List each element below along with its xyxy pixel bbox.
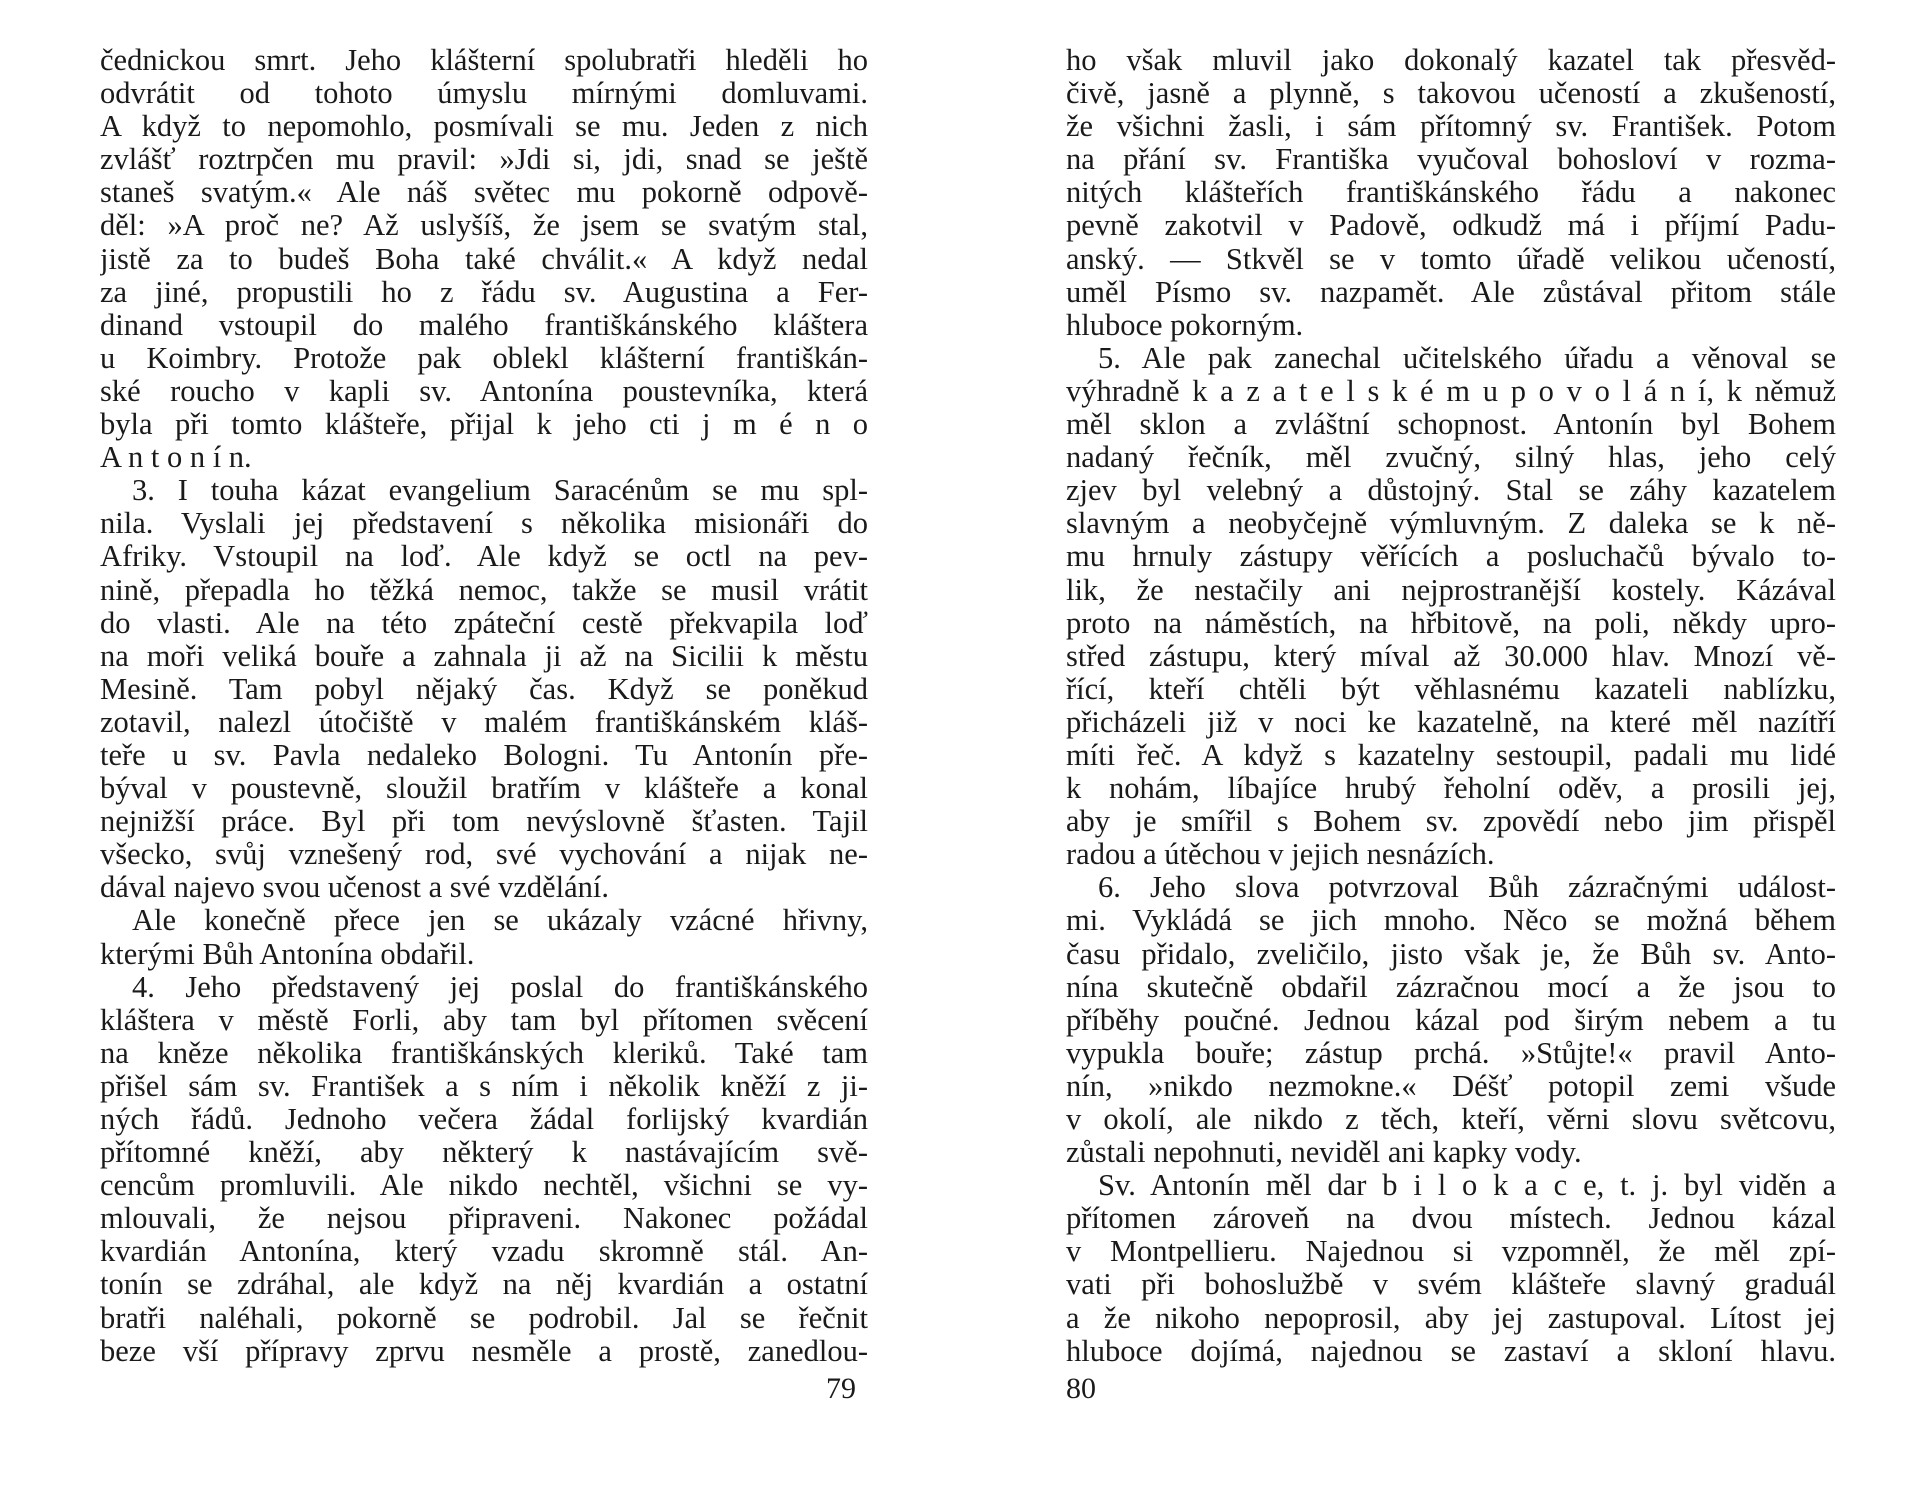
text-line: Mesině. Tam pobyl nějaký čas. Když se poněkud bbox=[100, 672, 868, 706]
text-line: Sv. Antonín měl dar b i l o k a c e, t. j. byl viděn a bbox=[1098, 1169, 1836, 1203]
page-number-left: 79 bbox=[826, 1372, 856, 1405]
text-line: tonín se zdráhal, ale když na něj kvardián a ostatní bbox=[100, 1268, 868, 1302]
text-line: na kněze několika františkánských kleriků. Také tam bbox=[100, 1036, 868, 1070]
text-line: do vlasti. Ale na této zpáteční cestě překvapila loď bbox=[100, 606, 868, 640]
text-line: cencům promluvili. Ale nikdo nechtěl, všichni se vy- bbox=[100, 1169, 868, 1203]
text-line: a že nikoho nepoprosil, aby jej zastupoval. Lítost jej bbox=[1066, 1301, 1836, 1335]
text-line: bratři naléhali, pokorně se podrobil. Jal se řečnit bbox=[100, 1301, 868, 1335]
text-line: byla při tomto klášteře, přijal k jeho cti j m é n o bbox=[100, 408, 868, 442]
text-line: proto na náměstích, na hřbitově, na poli, někdy upro- bbox=[1066, 606, 1836, 640]
text-line: nín, »nikdo nezmokne.« Déšť potopil zemi všude bbox=[1066, 1069, 1836, 1103]
text-line: dával najevo svou učenost a své vzdělání. bbox=[100, 871, 610, 905]
text-line: kterými Bůh Antonína obdařil. bbox=[100, 937, 475, 971]
text-line: Afriky. Vstoupil na loď. Ale když se octl na pev- bbox=[100, 540, 868, 574]
text-line: přišel sám sv. František a s ním i několik kněží z ji- bbox=[100, 1069, 868, 1103]
text-line: kvardián Antonína, který vzadu skromně stál. An- bbox=[100, 1235, 868, 1269]
text-line: 3. I touha kázat evangelium Saracénům se mu spl- bbox=[132, 474, 868, 508]
text-line: dinand vstoupil do malého františkánského kláštera bbox=[100, 308, 868, 342]
text-line: na přání sv. Františka vyučoval bohosloví v rozma- bbox=[1066, 143, 1836, 177]
text-line: na moři veliká bouře a zahnala ji až na Sicilii k městu bbox=[100, 639, 868, 673]
left-page bbox=[100, 44, 868, 1368]
text-line: zjev byl velebný a důstojný. Stal se záhy kazatelem bbox=[1066, 474, 1836, 508]
text-line: býval v poustevně, sloužil bratřím v klášteře a konal bbox=[100, 772, 868, 806]
text-line: vypukla bouře; zástup prchá. »Stůjte!« pravil Anto- bbox=[1066, 1036, 1836, 1070]
text-line: ných řádů. Jednoho večera žádal forlijský kvardián bbox=[100, 1103, 868, 1136]
text-line: ho však mluvil jako dokonalý kazatel tak přesvěd- bbox=[1066, 44, 1836, 77]
text-line: slavným a neobyčejně výmluvným. Z daleka se k ně- bbox=[1066, 507, 1836, 541]
text-line: všecko, svůj vznešený rod, své vychování a nijak ne- bbox=[100, 838, 868, 872]
text-line: k nohám, líbajíce hrubý řeholní oděv, a prosili jej, bbox=[1066, 772, 1836, 806]
text-line: zvlášť roztrpčen mu pravil: »Jdi si, jdi, snad se ještě bbox=[100, 143, 868, 177]
text-line: mlouvali, že nejsou připraveni. Nakonec požádal bbox=[100, 1202, 868, 1236]
page-number-right: 80 bbox=[1066, 1372, 1096, 1405]
text-line: mi. Vykládá se jich mnoho. Něco se možná během bbox=[1066, 904, 1836, 938]
text-line: beze vší přípravy zprvu nesměle a prostě, zanedlou- bbox=[100, 1334, 868, 1368]
text-line: odvrátit od tohoto úmyslu mírnými domluvami. bbox=[100, 77, 868, 111]
text-line: A n t o n í n. bbox=[100, 441, 252, 475]
text-line: hluboce dojímá, najednou se zastaví a skloní hlavu. bbox=[1066, 1334, 1836, 1368]
text-line: měl sklon a zvláštní schopnost. Antonín byl Bohem bbox=[1066, 408, 1836, 442]
text-line: staneš svatým.« Ale náš světec mu pokorně odpově- bbox=[100, 176, 868, 210]
text-line: mu hrnuly zástupy věřících a posluchačů bývalo to- bbox=[1066, 540, 1836, 574]
text-line: aby je smířil s Bohem sv. zpovědí nebo jim přispěl bbox=[1066, 805, 1836, 839]
text-line: pevně zakotvil v Padově, odkudž má i příjmí Padu- bbox=[1066, 209, 1836, 243]
text-line: radou a útěchou v jejich nesnázích. bbox=[1066, 838, 1495, 872]
text-line: přítomné kněží, aby některý k nastávajícím svě- bbox=[100, 1136, 868, 1170]
right-page bbox=[1066, 44, 1836, 1368]
text-line: zotavil, nalezl útočiště v malém františkánském kláš- bbox=[100, 705, 868, 739]
text-line: ské roucho v kapli sv. Antonína poustevníka, která bbox=[100, 374, 868, 408]
text-line: čivě, jasně a plynně, s takovou učeností a zkušeností, bbox=[1066, 77, 1836, 111]
text-line: zůstali nepohnuti, neviděl ani kapky vody. bbox=[1066, 1136, 1582, 1170]
text-line: nadaný řečník, měl zvučný, silný hlas, jeho celý bbox=[1066, 441, 1836, 475]
text-line: času přidalo, zveličilo, jisto však je, že Bůh sv. Anto- bbox=[1066, 937, 1836, 971]
text-line: lik, že nestačily ani nejprostranější kostely. Kázával bbox=[1066, 573, 1836, 607]
text-line: jistě za to budeš Boha také chválit.« A když nedal bbox=[100, 242, 868, 276]
text-line: nína skutečně obdařil zázračnou mocí a že jsou to bbox=[1066, 970, 1836, 1004]
text-line: 6. Jeho slova potvrzoval Bůh zázračnými událost- bbox=[1098, 871, 1836, 905]
text-line: přicházeli již v noci ke kazatelně, na které měl nazítří bbox=[1066, 705, 1836, 739]
text-line: 5. Ale pak zanechal učitelského úřadu a věnoval se bbox=[1098, 341, 1836, 375]
text-line: vati při bohoslužbě v svém klášteře slavný graduál bbox=[1066, 1268, 1836, 1302]
text-line: míti řeč. A když s kazatelny sestoupil, padali mu lidé bbox=[1066, 738, 1836, 772]
text-line: příběhy poučné. Jednou kázal pod širým nebem a tu bbox=[1066, 1003, 1836, 1037]
text-line: A když to nepomohlo, posmívali se mu. Jeden z nich bbox=[100, 110, 868, 144]
text-line: kláštera v městě Forli, aby tam byl přítomen svěcení bbox=[100, 1003, 868, 1037]
text-line: uměl Písmo sv. nazpamět. Ale zůstával přitom stále bbox=[1066, 275, 1836, 309]
text-line: teře u sv. Pavla nedaleko Bologni. Tu Antonín pře- bbox=[100, 738, 868, 772]
text-line: v okolí, ale nikdo z těch, kteří, věrni slovu světcovu, bbox=[1066, 1103, 1836, 1136]
text-line: výhradně k a z a t e l s k é m u p o v o l á n í, k němuž bbox=[1066, 374, 1836, 408]
text-line: že všichni žasli, i sám přítomný sv. František. Potom bbox=[1066, 110, 1836, 144]
text-line: v Montpellieru. Najednou si vzpomněl, že měl zpí- bbox=[1066, 1235, 1836, 1269]
text-line: přítomen zároveň na dvou místech. Jednou kázal bbox=[1066, 1202, 1836, 1236]
text-line: u Koimbry. Protože pak oblekl klášterní františkán- bbox=[100, 341, 868, 375]
text-line: Ale konečně přece jen se ukázaly vzácné hřivny, bbox=[132, 904, 868, 938]
text-line: střed zástupu, který míval až 30.000 hlav. Mnozí vě- bbox=[1066, 639, 1836, 673]
text-line: nině, přepadla ho těžká nemoc, takže se musil vrátit bbox=[100, 573, 868, 607]
text-line: anský. — Stkvěl se v tomto úřadě velikou učeností, bbox=[1066, 242, 1836, 276]
text-line: čednickou smrt. Jeho klášterní spolubratři hleděli ho bbox=[100, 44, 868, 77]
text-line: za jiné, propustili ho z řádu sv. Augustina a Fer- bbox=[100, 275, 868, 309]
text-line: řící, kteří chtěli být věhlasnému kazateli nablízku, bbox=[1066, 672, 1836, 706]
text-line: děl: »A proč ne? Až uslyšíš, že jsem se svatým stal, bbox=[100, 209, 868, 243]
text-line: hluboce pokorným. bbox=[1066, 308, 1304, 342]
text-line: nila. Vyslali jej představení s několika misionáři do bbox=[100, 507, 868, 541]
text-line: 4. Jeho představený jej poslal do františkánského bbox=[132, 970, 868, 1004]
text-line: nitých klášteřích františkánského řádu a nakonec bbox=[1066, 176, 1836, 210]
text-line: nejnižší práce. Byl při tom nevýslovně šťasten. Tajil bbox=[100, 805, 868, 839]
